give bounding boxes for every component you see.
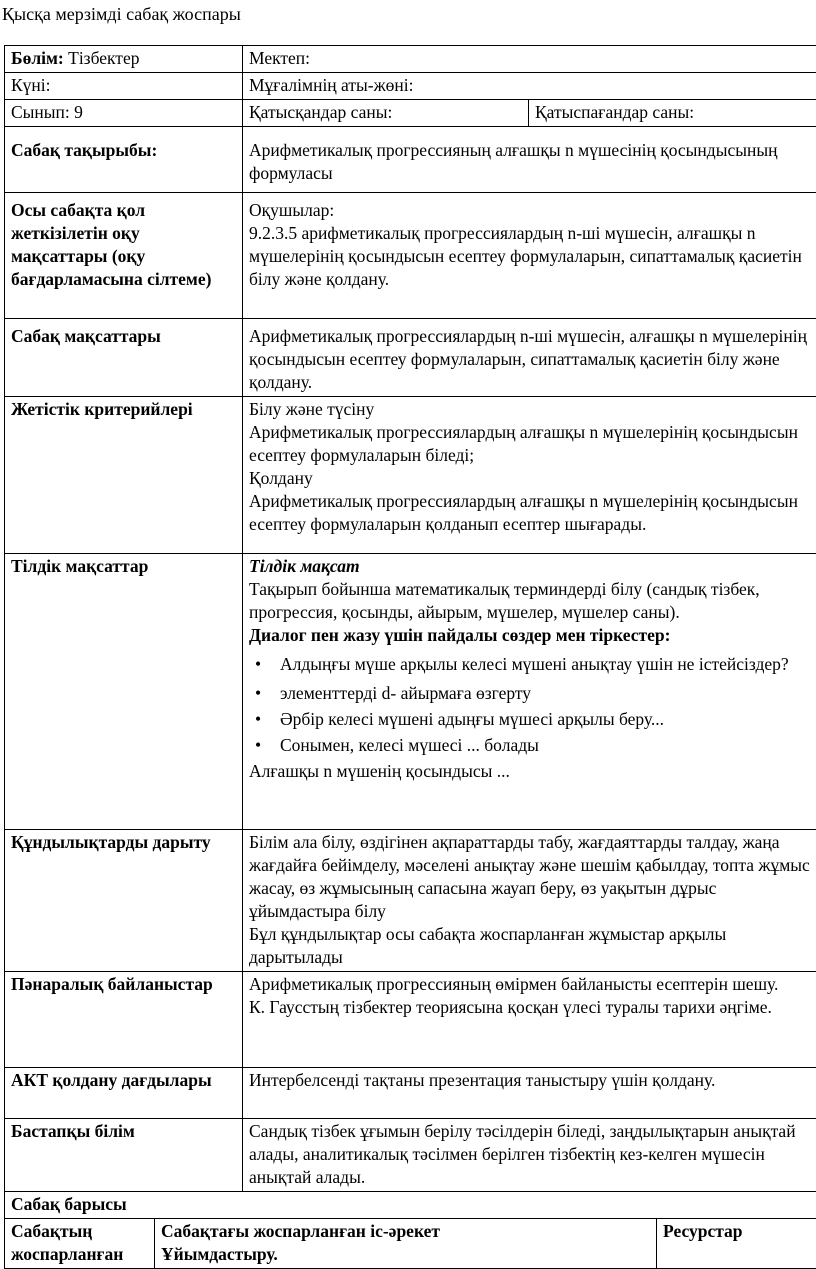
lesson-goals-row: [5, 319, 816, 397]
prior-label: Бастапқы білім: [5, 1119, 243, 1192]
cross-cell: [243, 972, 816, 1068]
criteria-line: Арифметикалық прогрессиялардың алғашқы n мүшелерінің қосындысын есептеу формулаларын біледі;: [249, 421, 810, 467]
criteria-label: Жетістік критерийлері: [5, 397, 243, 554]
progress-col-resources: Ресурстар: [657, 1219, 816, 1269]
cross-label: Пәнаралық байланыстар: [5, 972, 243, 1068]
language-cell: [243, 554, 816, 830]
teacher-cell: Мұғалімнің аты-жөні:: [243, 73, 816, 100]
language-row: [5, 554, 816, 830]
criteria-line: Қолдану: [249, 467, 810, 490]
progress-col-stage: Сабақтың жоспарланған: [5, 1219, 155, 1269]
progress-heading-row: [5, 1192, 816, 1219]
ict-row: [5, 1068, 816, 1119]
activity-title: Сабақтағы жоспарланған іс-әрекет: [161, 1220, 650, 1243]
language-intro: Тақырып бойынша математикалық терминдерді білу (сандық тізбек, прогрессия, қосынды, айырым, мүшелер, мүшелер саны).: [249, 578, 810, 624]
class-cell: Сынып: 9: [5, 100, 243, 127]
lesson-goals-text: Арифметикалық прогрессиялардың n-ші мүшесін, алғашқы n мүшелерінің қосындысын есептеу формулаларын, сипаттамалық қасиетін білу және қолдану.: [243, 319, 816, 397]
date-row: [5, 73, 816, 100]
objectives-line: Оқушылар:: [249, 199, 810, 222]
absent-cell: Қатыспағандар саны:: [529, 100, 816, 127]
values-row: [5, 830, 816, 972]
prior-row: [5, 1119, 816, 1192]
page-title: Қысқа мерзімді сабақ жоспары: [2, 4, 241, 25]
list-item: • элементтерді d- айырмаға өзгерту: [249, 682, 810, 705]
cross-row: [5, 972, 816, 1068]
progress-col-activity: [155, 1219, 657, 1269]
values-text: Бұл құндылықтар осы сабақта жоспарланған жұмыстар арқылы дарытылады: [249, 923, 810, 969]
school-cell: Мектеп:: [243, 46, 816, 73]
activity-subtitle: Ұйымдастыру.: [161, 1243, 650, 1266]
criteria-line: Арифметикалық прогрессиялардың алғашқы n мүшелерінің қосындысын есептеу формулаларын қолданып есептер шығарады.: [249, 490, 810, 536]
criteria-row: [5, 397, 816, 554]
class-row: [5, 100, 816, 127]
topic-row: [5, 127, 816, 193]
values-text: Білім ала білу, өздігінен ақпараттарды табу, жағдаяттарды талдау, жаңа жағдайға бейімделу, мәселені анықтау және шешім қабылдау, топта жұмыс жасау, өз жұмысының сапасына жауап беру, өз уақытын дұрыс ұйымдастыра білу: [249, 831, 810, 923]
lesson-goals-label: Сабақ мақсаттары: [5, 319, 243, 397]
progress-heading: Сабақ барысы: [5, 1192, 816, 1219]
language-label: Тілдік мақсаттар: [5, 554, 243, 830]
list-item: • Әрбір келесі мүшені адыңғы мүшесі арқылы беру...: [249, 708, 810, 731]
section-cell: [5, 46, 243, 73]
lesson-progress-table: [4, 1191, 816, 1269]
dialog-heading: Диалог пен жазу үшін пайдалы сөздер мен тіркестер:: [249, 624, 810, 647]
section-row: [5, 46, 816, 73]
language-heading: Тілдік мақсат: [249, 555, 810, 578]
objectives-label: Осы сабақта қол жеткізілетін оқу мақсаттары (оқу бағдарламасына сілтеме): [5, 193, 243, 319]
section-value: Тізбектер: [68, 48, 139, 68]
criteria-cell: [243, 397, 816, 554]
objectives-row: [5, 193, 816, 319]
progress-header-row: [5, 1219, 816, 1269]
list-item: • Алдыңғы мүше арқылы келесі мүшені анықтау үшін не істейсіздер?: [249, 650, 810, 679]
criteria-line: Білу және түсіну: [249, 398, 810, 421]
present-cell: Қатысқандар саны:: [243, 100, 529, 127]
ict-label: АКТ қолдану дағдылары: [5, 1068, 243, 1119]
phrase-list: [249, 650, 810, 757]
topic-text: Арифметикалық прогрессияның алғашқы n мүшесінің қосындысының формуласы: [243, 127, 816, 193]
list-item: • Сонымен, келесі мүшесі ... болады: [249, 734, 810, 757]
prior-text: Сандық тізбек ұғымын берілу тәсілдерін біледі, заңдылықтарын анықтай алады, аналитикалық тәсілмен берілген тізбектің кез-келген мүшесін анықтай алады.: [243, 1119, 816, 1192]
objectives-cell: [243, 193, 816, 319]
topic-label: Сабақ тақырыбы:: [5, 127, 243, 193]
cross-text: Арифметикалық прогрессияның өмірмен байланысты есептерін шешу.: [249, 973, 810, 996]
ict-text: Интербелсенді тақтаны презентация таныстыру үшін қолдану.: [243, 1068, 816, 1119]
language-outro: Алғашқы n мүшенің қосындысы ...: [249, 760, 810, 783]
lesson-plan-table: [4, 45, 816, 1192]
objectives-line: 9.2.3.5 арифметикалық прогрессиялардың n-ші мүшесін, алғашқы n мүшелерінің қосындысын есептеу формулаларын, сипаттамалық қасиетін білу және қолдану.: [249, 222, 810, 291]
cross-text: К. Гаусстың тізбектер теориясына қосқан үлесі туралы тарихи әңгіме.: [249, 996, 810, 1019]
values-label: Құндылықтарды дарыту: [5, 830, 243, 972]
section-label: Бөлім:: [11, 48, 64, 68]
values-cell: [243, 830, 816, 972]
date-cell: Күні:: [5, 73, 243, 100]
